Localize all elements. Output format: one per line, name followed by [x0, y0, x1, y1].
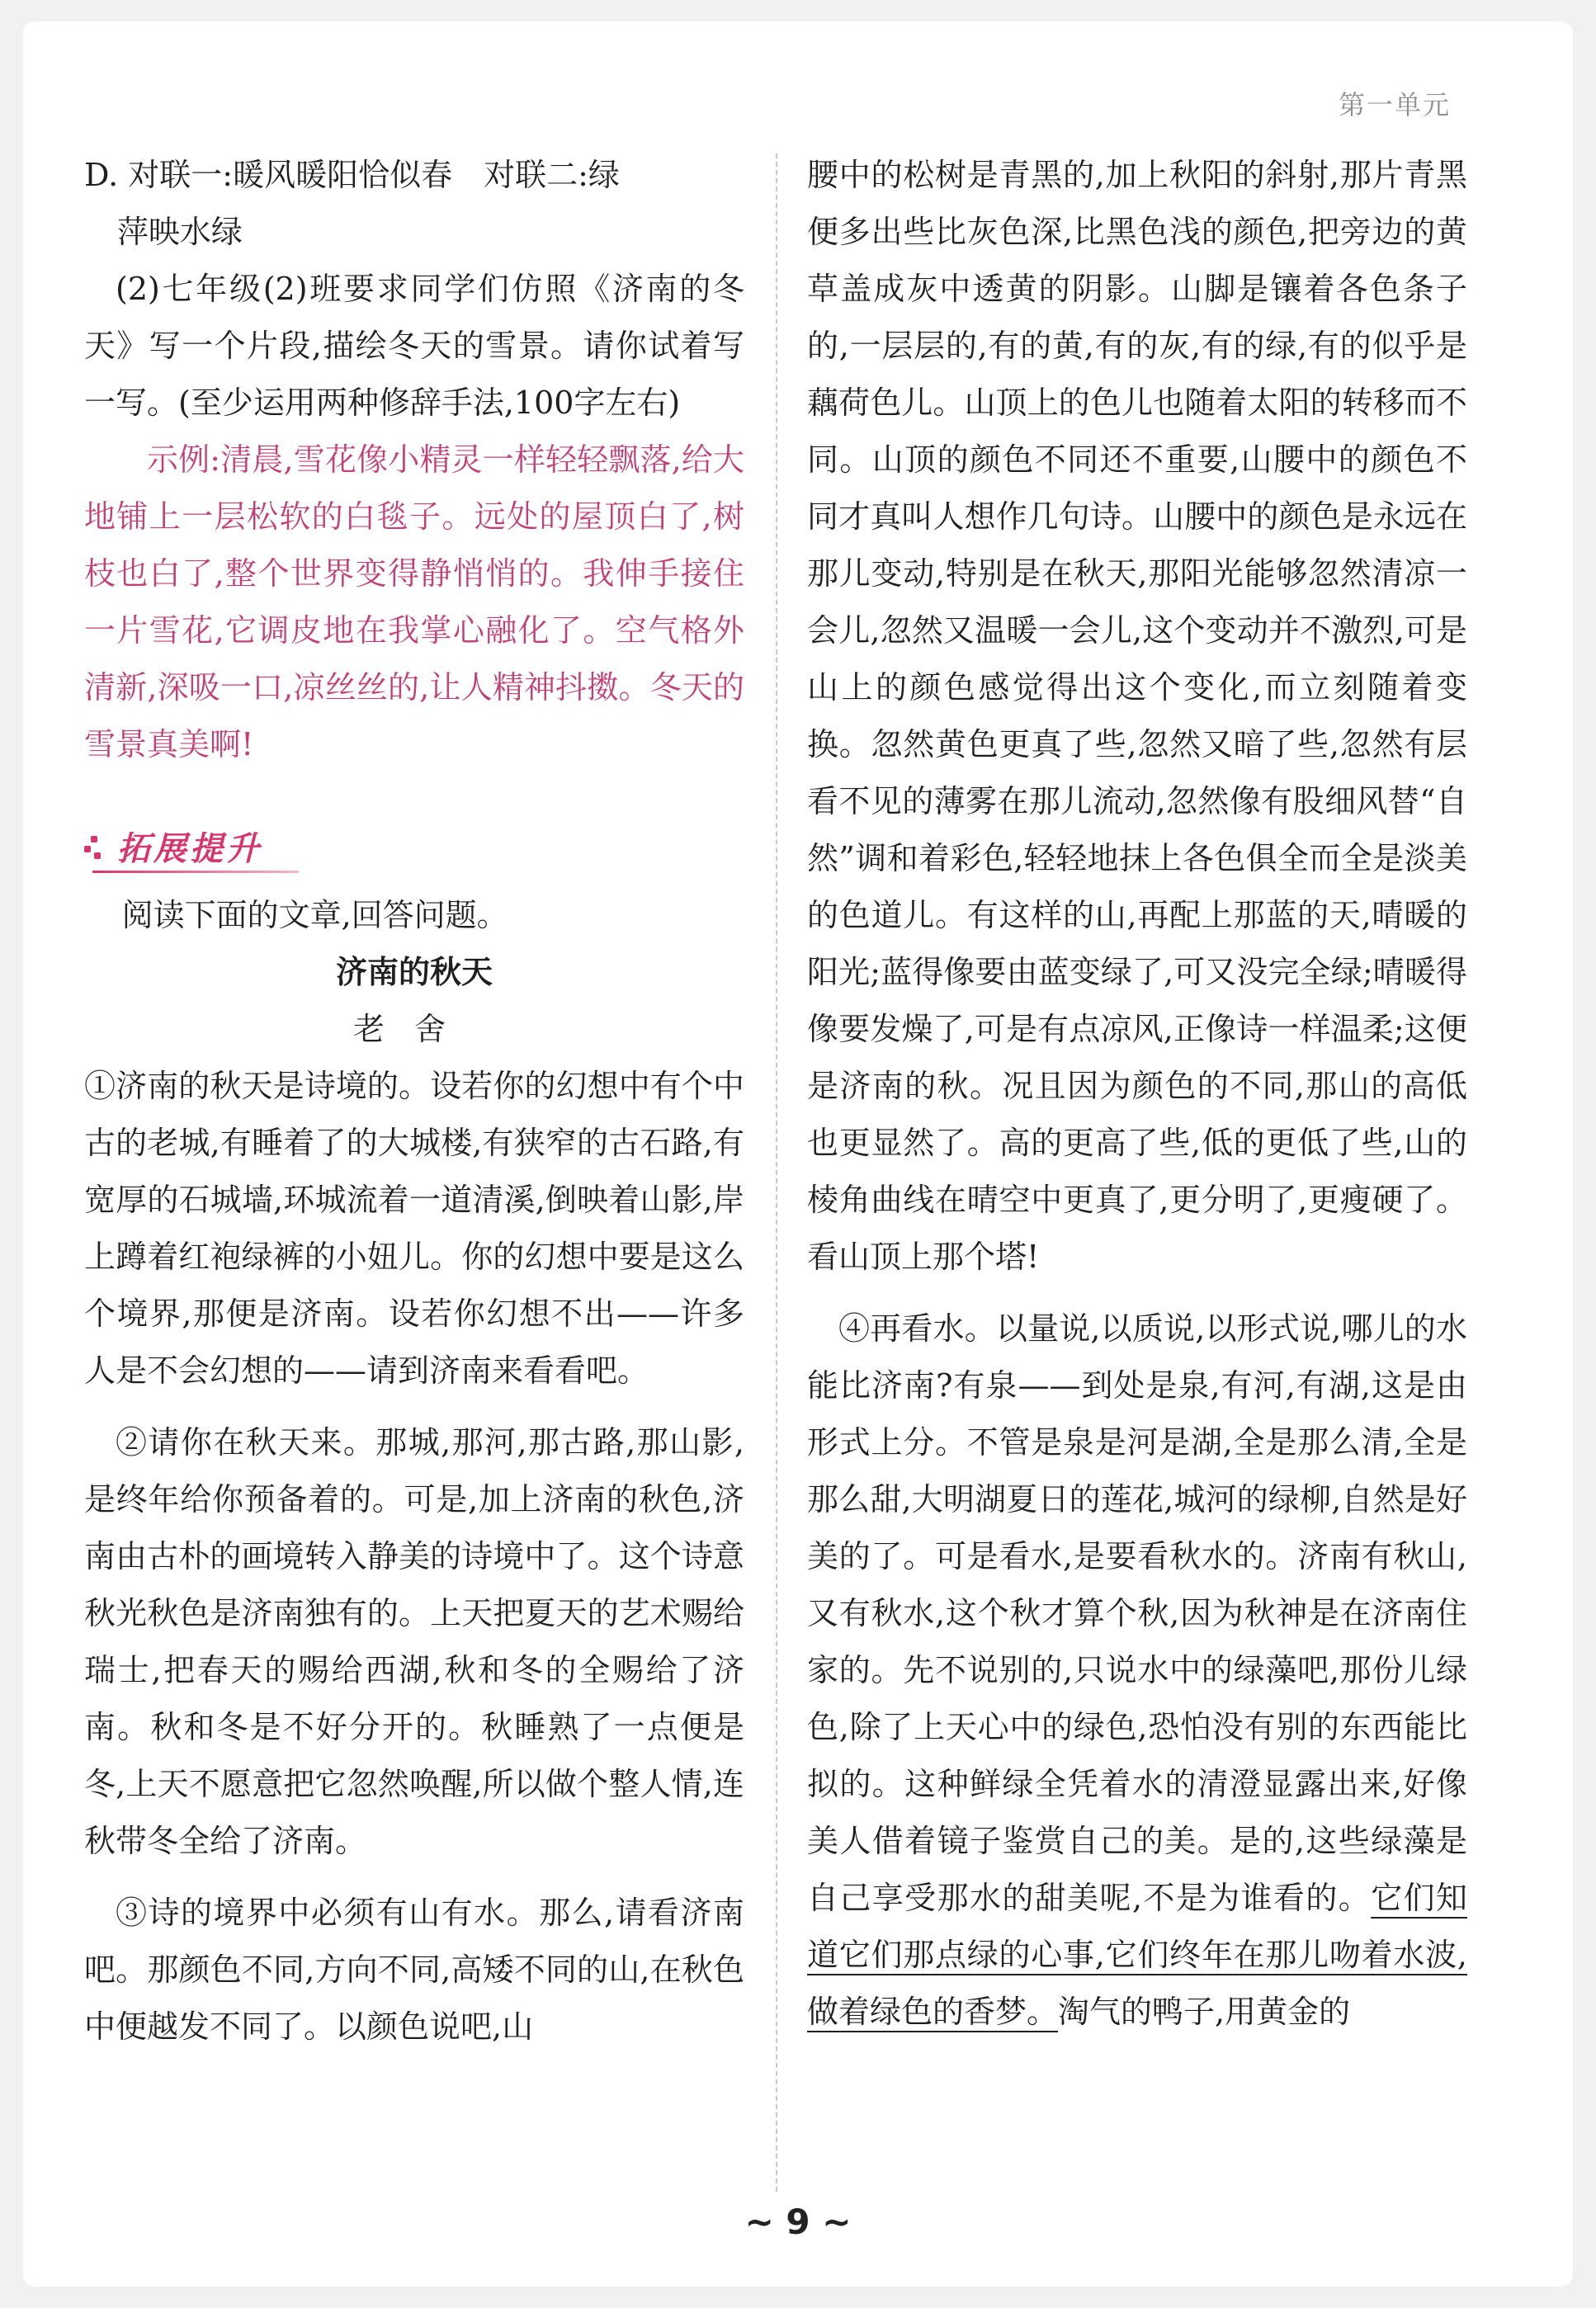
- option-d-line2: 萍映水绿: [116, 214, 243, 250]
- right-column: [807, 147, 1467, 2041]
- paragraph-4-text: ④再看水。以量说,以质说,以形式说,哪儿的水能比济南?有泉——到处是泉,有河,有湖,这是由形式上分。不管是泉是河是湖,全是那么清,全是那么甜,大明湖夏日的莲花,城河的绿柳,自然是好美的了。可是看水,是要看秋水的。济南有秋山,又有秋水,这个秋才算个秋,因为秋神是在济南住家的。先不说别的,只说水中的绿藻吧,那份儿绿色,除了上天心中的绿色,恐怕没有别的东西能比拟的。这种鲜绿全凭着水的清澄显露出来,好像美人借着镜子鉴赏自己的美。是的,这些绿藻是自己享受那水的甜美呢,不是为谁看的。: [807, 1310, 1467, 1916]
- unit-header: 第一单元: [1338, 89, 1451, 120]
- paragraph-2: ②请你在秋天来。那城,那河,那古路,那山影,是终年给你预备着的。可是,加上济南的秋色,济南由古朴的画境转入静美的诗境中了。这个诗意秋光秋色是济南独有的。上天把夏天的艺术赐给瑞士,把春天的赐给西湖,秋和冬的全赐给了济南。秋和冬是不好分开的。秋睡熟了一点便是冬,上天不愿意把它忽然唤醒,所以做个整人情,连秋带冬全给了济南。: [84, 1424, 744, 1859]
- option-d-line1: D. 对联一:暖风暖阳恰似春 对联二:绿: [84, 157, 620, 193]
- paragraph-1: ①济南的秋天是诗境的。设若你的幻想中有个中古的老城,有睡着了的大城楼,有狭窄的古石路,有宽厚的石城墙,环城流着一道清溪,倒映着山影,岸上蹲着红袍绿裤的小妞儿。你的幻想中要是这么个境界,那便是济南。设若你幻想不出——许多人是不会幻想的——请到济南来看看吧。: [84, 1068, 744, 1389]
- article-author: 老舍: [352, 1011, 475, 1047]
- section-heading: [84, 821, 744, 876]
- reading-instruction: 阅读下面的文章,回答问题。: [121, 897, 508, 933]
- section-underline: [92, 871, 299, 873]
- article-title: 济南的秋天: [335, 954, 493, 990]
- section-title: 拓展提升: [117, 830, 262, 868]
- paragraph-3-continued: 腰中的松树是青黑的,加上秋阳的斜射,那片青黑便多出些比灰色深,比黑色浅的颜色,把旁边的黄草盖成灰中透黄的阴影。山脚是镶着各色条子的,一层层的,有的黄,有的灰,有的绿,有的似乎是藕荷色儿。山顶上的色儿也随着太阳的转移而不同。山顶的颜色不同还不重要,山腰中的颜色不同才真叫人想作几句诗。山腰中的颜色是永远在那儿变动,特别是在秋天,那阳光能够忽然清凉一会儿,忽然又温暖一会儿,这个变动并不激烈,可是山上的颜色感觉得出这个变化,而立刻随着变换。忽然黄色更真了些,忽然又暗了些,忽然有层看不见的薄雾在那儿流动,忽然像有股细风替“自然”调和着彩色,轻轻地抹上各色俱全而全是淡美的色道儿。有这样的山,再配上那蓝的天,晴暖的阳光;蓝得像要由蓝变绿了,可又没完全绿;晴暖得像要发燥了,可是有点凉风,正像诗一样温柔;这便是济南的秋。况且因为颜色的不同,那山的高低也更显然了。高的更高了些,低的更低了些,山的棱角曲线在晴空中更真了,更分明了,更瘦硬了。看山顶上那个塔!: [807, 157, 1467, 1275]
- paragraph-4: [807, 1300, 1467, 2041]
- paragraph-3-start: ③诗的境界中必须有山有水。那么,请看济南吧。那颜色不同,方向不同,高矮不同的山,在秋色中便越发不同了。以颜色说吧,山: [84, 1895, 744, 2045]
- page-number: ~ 9 ~: [744, 2202, 852, 2242]
- paragraph-4-end: 淘气的鸭子,用黄金的: [1058, 1994, 1351, 2030]
- question-2: (2)七年级(2)班要求同学们仿照《济南的冬天》写一个片段,描绘冬天的雪景。请你试着写一写。(至少运用两种修辞手法,100字左右): [84, 271, 744, 421]
- underlined-sentence: 它们知道它们那点绿的心事,它们终年在那儿吻着水波,做着绿色的香梦。: [807, 1880, 1467, 2030]
- sample-answer: 示例:清晨,雪花像小精灵一样轻轻飘落,给大地铺上一层松软的白毯子。远处的屋顶白了,树枝也白了,整个世界变得静悄悄的。我伸手接住一片雪花,它调皮地在我掌心融化了。空气格外清新,深吸一口,凉丝丝的,让人精神抖擞。冬天的雪景真美啊!: [84, 441, 744, 762]
- column-divider: [776, 153, 777, 2192]
- left-column: [84, 147, 744, 2055]
- section-bullet-icon: [84, 836, 109, 866]
